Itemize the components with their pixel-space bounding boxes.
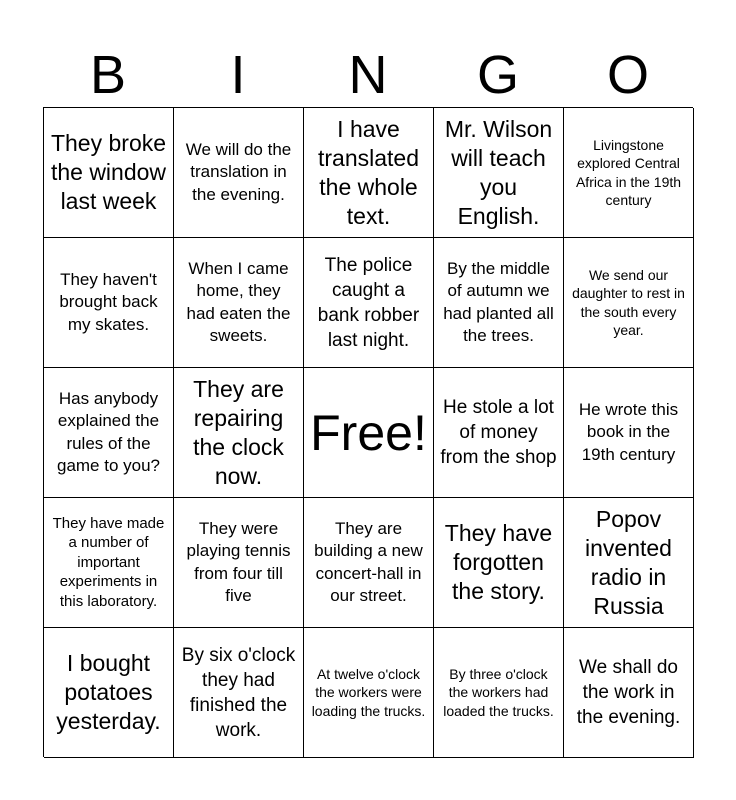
header-letter-i: I	[230, 45, 246, 105]
bingo-cell: By the middle of autumn we had planted all the trees.	[434, 238, 564, 368]
bingo-cell: At twelve o'clock the workers were loading the trucks.	[304, 628, 434, 758]
bingo-cell: They broke the window last week	[44, 108, 174, 238]
bingo-header	[43, 42, 693, 108]
header-letter-o: O	[606, 45, 649, 105]
bingo-cell: He stole a lot of money from the shop	[434, 368, 564, 498]
bingo-cell: Livingstone explored Central Africa in the 19th century	[564, 108, 694, 238]
bingo-cell: By three o'clock the workers had loaded the trucks.	[434, 628, 564, 758]
header-letter-b: B	[89, 45, 127, 105]
bingo-cell: We will do the translation in the evening.	[174, 108, 304, 238]
bingo-cell: Mr. Wilson will teach you English.	[434, 108, 564, 238]
bingo-cell: We send our daughter to rest in the south every year.	[564, 238, 694, 368]
bingo-cell: Popov invented radio in Russia	[564, 498, 694, 628]
bingo-cell: I have translated the whole text.	[304, 108, 434, 238]
bingo-cell: They are building a new concert-hall in our street.	[304, 498, 434, 628]
header-letter-n: N	[348, 45, 388, 105]
bingo-cell: I bought potatoes yesterday.	[44, 628, 174, 758]
bingo-cell: We shall do the work in the evening.	[564, 628, 694, 758]
bingo-cell: When I came home, they had eaten the sweets.	[174, 238, 304, 368]
bingo-card-grid	[43, 107, 693, 757]
bingo-cell: They have forgotten the story.	[434, 498, 564, 628]
bingo-cell: Has anybody explained the rules of the game to you?	[44, 368, 174, 498]
bingo-cell: They haven't brought back my skates.	[44, 238, 174, 368]
bingo-cell: The police caught a bank robber last night.	[304, 238, 434, 368]
bingo-cell: They were playing tennis from four till five	[174, 498, 304, 628]
bingo-cell: He wrote this book in the 19th century	[564, 368, 694, 498]
bingo-cell: They have made a number of important experiments in this laboratory.	[44, 498, 174, 628]
free-space-cell: Free!	[304, 368, 434, 498]
header-letter-g: G	[476, 45, 519, 105]
bingo-cell: By six o'clock they had finished the work.	[174, 628, 304, 758]
bingo-cell: They are repairing the clock now.	[174, 368, 304, 498]
